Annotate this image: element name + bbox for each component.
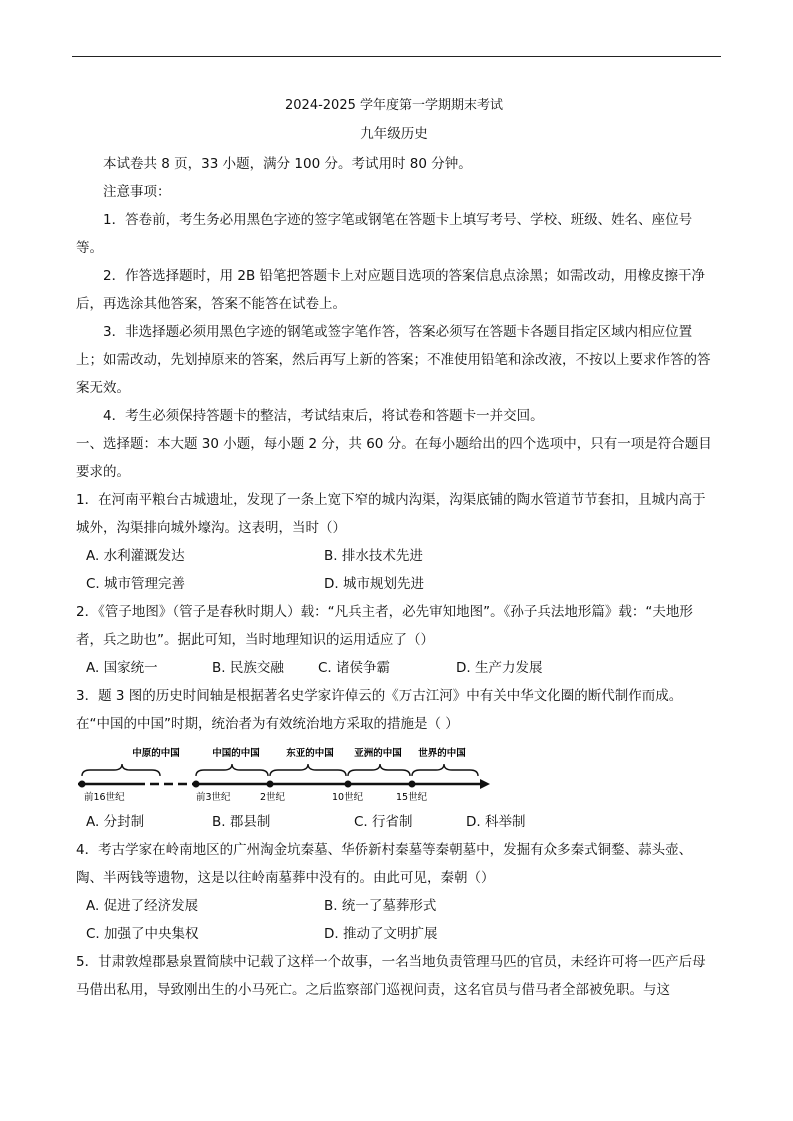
question-stem: 5．甘肃敦煌郡悬泉置简牍中记载了这样一个故事，一名当地负责管理马匹的官员，未经许可将一匹产后母马借出私用，导致刚出生的小马死亡。之后监察部门巡视问责，这名官员与借马者全部被免职。与这 (76, 954, 706, 998)
period-brace (82, 764, 160, 776)
option-a[interactable]: A. 促进了经济发展 (86, 898, 199, 914)
notice-title: 注意事项： (103, 184, 171, 200)
timeline-point (79, 781, 86, 788)
option-row (76, 920, 712, 948)
tick-label: 前3世纪 (196, 792, 231, 803)
exam-info: 本试卷共 8 页，33 小题，满分 100 分。考试用时 80 分钟。 (103, 156, 472, 172)
option-c[interactable]: C. 行省制 (354, 814, 413, 830)
period-label: 世界的中国 (418, 748, 466, 759)
option-row (76, 892, 712, 920)
question-stem: 1．在河南平粮台古城遗址，发现了一条上宽下窄的城内沟渠，沟渠底铺的陶水管道节节套扣，且城内高于城外，沟渠排向城外壕沟。这表明，当时（） (76, 492, 706, 536)
option-c[interactable]: C. 城市管理完善 (86, 576, 186, 592)
axis-arrow-icon (480, 779, 490, 789)
notice-item: 4．考生必须保持答题卡的整洁，考试结束后，将试卷和答题卡一并交回。 (103, 408, 544, 424)
tick-label: 10世纪 (332, 792, 364, 803)
period-brace (270, 764, 346, 776)
timeline-point (193, 781, 200, 788)
exam-subtitle: 九年级历史 (360, 126, 428, 142)
notice-item: 3．非选择题必须用黑色字迹的钢笔或签字笔作答，答案必须写在答题卡各题目指定区域内相应位置上；如需改动，先划掉原来的答案，然后再写上新的答案；不准使用铅笔和涂改液，不按以上要求作答的答案无效。 (76, 324, 711, 396)
notice-item: 1．答卷前，考生务必用黑色字迹的签字笔或钢笔在答题卡上填写考号、学校、班级、姓名、座位号等。 (76, 212, 693, 256)
exam-page (76, 90, 712, 1004)
option-a[interactable]: A. 水利灌溉发达 (86, 548, 185, 564)
tick-label: 2世纪 (260, 792, 286, 803)
option-b[interactable]: B. 民族交融 (212, 660, 284, 676)
timeline-point (345, 781, 352, 788)
period-brace (348, 764, 410, 776)
question-stem: 4．考古学家在岭南地区的广州淘金坑秦墓、华侨新村秦墓等秦朝墓中，发掘有众多秦式铜鍪、蒜头壶、陶、半两钱等遗物，这是以往岭南墓葬中没有的。由此可见，秦朝（） (76, 842, 693, 886)
option-row (76, 808, 712, 836)
option-c[interactable]: C. 加强了中央集权 (86, 926, 199, 942)
option-d[interactable]: D. 推动了文明扩展 (324, 926, 438, 942)
option-b[interactable]: B. 排水技术先进 (324, 548, 423, 564)
option-row (76, 654, 712, 682)
option-b[interactable]: B. 郡县制 (212, 814, 271, 830)
timeline-point (409, 781, 416, 788)
period-label: 中国的中国 (212, 748, 260, 759)
option-b[interactable]: B. 统一了墓葬形式 (324, 898, 437, 914)
period-label: 东亚的中国 (286, 748, 334, 759)
option-d[interactable]: D. 科举制 (466, 814, 526, 830)
option-row (76, 570, 712, 598)
period-label: 亚洲的中国 (354, 748, 402, 759)
timeline-point (267, 781, 274, 788)
period-label: 中原的中国 (132, 748, 180, 759)
option-a[interactable]: A. 国家统一 (86, 660, 158, 676)
question-stem: 2．《管子地图》（管子是春秋时期人）载：“凡兵主者，必先审知地图”。《孙子兵法地形篇》载：“夫地形者，兵之助也”。据此可知，当时地理知识的运用适应了（） (76, 604, 693, 648)
section-heading: 一、选择题：本大题 30 小题，每小题 2 分，共 60 分。在每小题给出的四个选项中，只有一项是符合题目要求的。 (76, 436, 712, 480)
option-a[interactable]: A. 分封制 (86, 814, 145, 830)
question-stem: 3．题 3 图的历史时间轴是根据著名史学家许倬云的《万古江河》中有关中华文化圈的断代制作而成。在“中国的中国”时期，统治者为有效统治地方采取的措施是（ ） (76, 688, 683, 732)
timeline-svg (76, 740, 496, 804)
option-row (76, 542, 712, 570)
option-d[interactable]: D. 城市规划先进 (324, 576, 424, 592)
notice-item: 2．作答选择题时，用 2B 铅笔把答题卡上对应题目选项的答案信息点涂黑；如需改动，用橡皮擦干净后，再选涂其他答案，答案不能答在试卷上。 (76, 268, 706, 312)
period-brace (412, 764, 478, 776)
tick-label: 15世纪 (396, 792, 428, 803)
exam-title: 2024-2025 学年度第一学期期末考试 (285, 98, 503, 113)
history-timeline-figure (76, 740, 712, 804)
option-c[interactable]: C. 诸侯争霸 (318, 660, 391, 676)
option-d[interactable]: D. 生产力发展 (456, 660, 543, 676)
period-brace (196, 764, 268, 776)
top-rule (72, 56, 721, 57)
tick-label: 前16世纪 (84, 792, 125, 803)
